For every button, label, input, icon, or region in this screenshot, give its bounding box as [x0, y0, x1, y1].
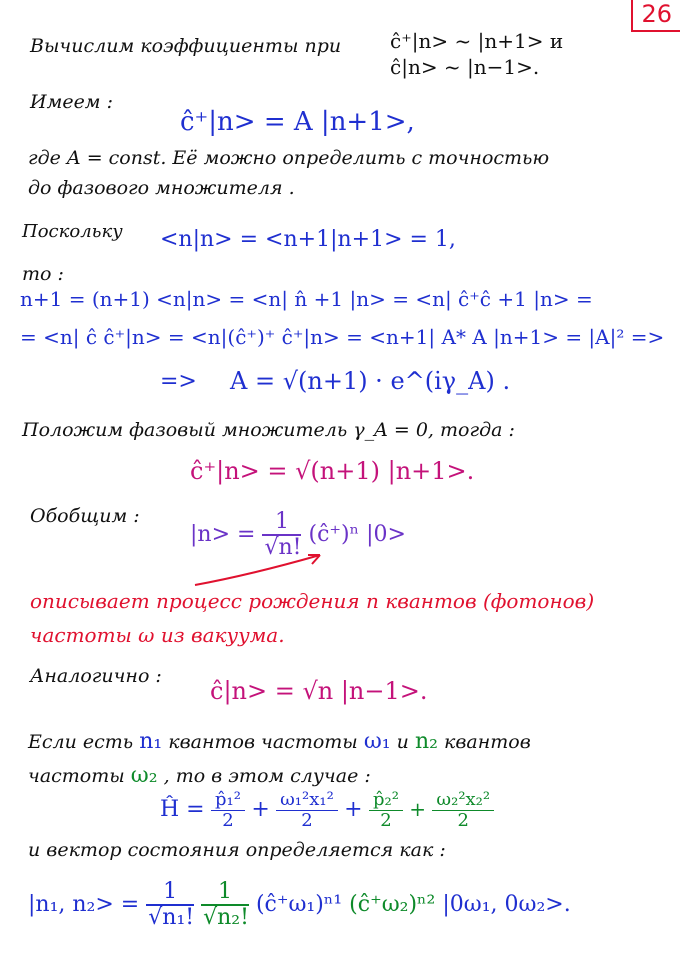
state-frac-1-num: 1: [146, 880, 194, 905]
ham-term-1-num: p̂₁²: [211, 790, 245, 811]
operator-2: (ĉ⁺ω₂)ⁿ²: [349, 892, 436, 918]
fock-frac-num: 1: [262, 510, 301, 535]
omega2-symbol: ω₂: [130, 763, 158, 788]
state-frac-1: [146, 880, 194, 930]
ham-term-3: [369, 790, 403, 831]
then-label: то :: [22, 263, 64, 285]
plus-2: +: [344, 796, 363, 822]
hamiltonian: [160, 790, 494, 831]
ham-term-2-num: ω₁²x₁²: [276, 790, 338, 811]
annihilation-result: ĉ|n> = √n |n−1>.: [210, 677, 428, 705]
state-frac-1-den: √n₁!: [148, 905, 195, 931]
state-frac-2-num: 1: [201, 880, 249, 905]
derivation-line-2: = <n| ĉ ĉ⁺|n> = <n|(ĉ⁺)⁺ ĉ⁺|n> = <n+1| A* A |n+1> = |A|² =>: [20, 325, 665, 349]
state-vector-text: и вектор состояния определяется как :: [28, 839, 446, 861]
red-arrow: [190, 545, 340, 590]
description-line-2: частоты ω из вакуума.: [30, 623, 285, 647]
intro-text: Вычислим коэффициенты при: [30, 35, 342, 57]
page-number: 26: [631, 0, 680, 32]
hamiltonian-lhs: Ĥ =: [160, 796, 205, 822]
in-this-case-text: , то в этом случае :: [163, 765, 371, 787]
n1-symbol: n₁: [139, 729, 163, 754]
const-text: где A = const. Её можно определить с точностью: [28, 147, 550, 169]
phase-zero-text: Положим фазовый множитель γ_A = 0, тогда :: [22, 419, 515, 441]
freq-text: частоты: [28, 765, 125, 787]
generalize-label: Обобщим :: [30, 505, 140, 527]
fock-frac-den: √n!: [264, 535, 302, 561]
ham-term-4-num: ω₂²x₂²: [432, 790, 494, 811]
state-frac-2: [201, 880, 249, 930]
fock-lhs: |n> =: [190, 522, 256, 548]
ham-term-1: [211, 790, 245, 831]
n2-symbol: n₂: [414, 729, 438, 754]
ham-term-1-den: 2: [222, 809, 234, 831]
omega1-symbol: ω₁: [363, 729, 391, 754]
ham-term-3-num: p̂₂²: [369, 790, 403, 811]
creation-result: ĉ⁺|n> = √(n+1) |n+1>.: [190, 457, 475, 485]
since-label: Поскольку: [22, 221, 123, 242]
plus-3: +: [409, 796, 427, 821]
two-mode-state: [28, 880, 571, 930]
derivation-line-1: n+1 = (n+1) <n|n> = <n| n̂ +1 |n> = <n| ĉ⁺ĉ +1 |n> =: [20, 287, 593, 311]
intro-formula-1: ĉ⁺|n> ~ |n+1> и: [390, 29, 564, 53]
ham-term-2-den: 2: [301, 809, 313, 831]
if-there-are: Если есть: [28, 731, 134, 753]
implies-arrow: =>: [160, 369, 197, 394]
state-frac-2-den: √n₂!: [203, 905, 249, 931]
operator-1: (ĉ⁺ω₁)ⁿ¹: [255, 892, 343, 918]
have-label: Имеем :: [30, 91, 114, 113]
ham-term-4-den: 2: [457, 809, 469, 831]
phase-text: до фазового множителя .: [28, 177, 295, 199]
quanta-freq-text: квантов частоты: [168, 731, 358, 753]
fock-rhs: (ĉ⁺)ⁿ |0>: [308, 522, 406, 548]
two-mode-line-1: [28, 730, 531, 754]
intro-formula-2: ĉ|n> ~ |n−1>.: [390, 55, 540, 79]
plus-1: +: [251, 796, 270, 822]
norm-equation: <n|n> = <n+1|n+1> = 1,: [160, 227, 456, 252]
ham-term-4: [432, 790, 494, 831]
description-line-1: описывает процесс рождения n квантов (фотонов): [30, 589, 595, 613]
state-lhs: |n₁, n₂> =: [28, 892, 140, 918]
two-mode-line-2: [28, 764, 371, 788]
and-text: и: [396, 731, 409, 753]
ham-term-3-den: 2: [380, 809, 392, 831]
result-A: A = √(n+1) · e^(iγ_A) .: [230, 367, 511, 395]
similarly-label: Аналогично :: [30, 665, 162, 687]
quanta-text: квантов: [443, 731, 531, 753]
vacuum-state: |0ω₁, 0ω₂>.: [442, 892, 571, 918]
ham-term-2: [276, 790, 338, 831]
equation-creation: ĉ⁺|n> = A |n+1>,: [180, 107, 415, 137]
